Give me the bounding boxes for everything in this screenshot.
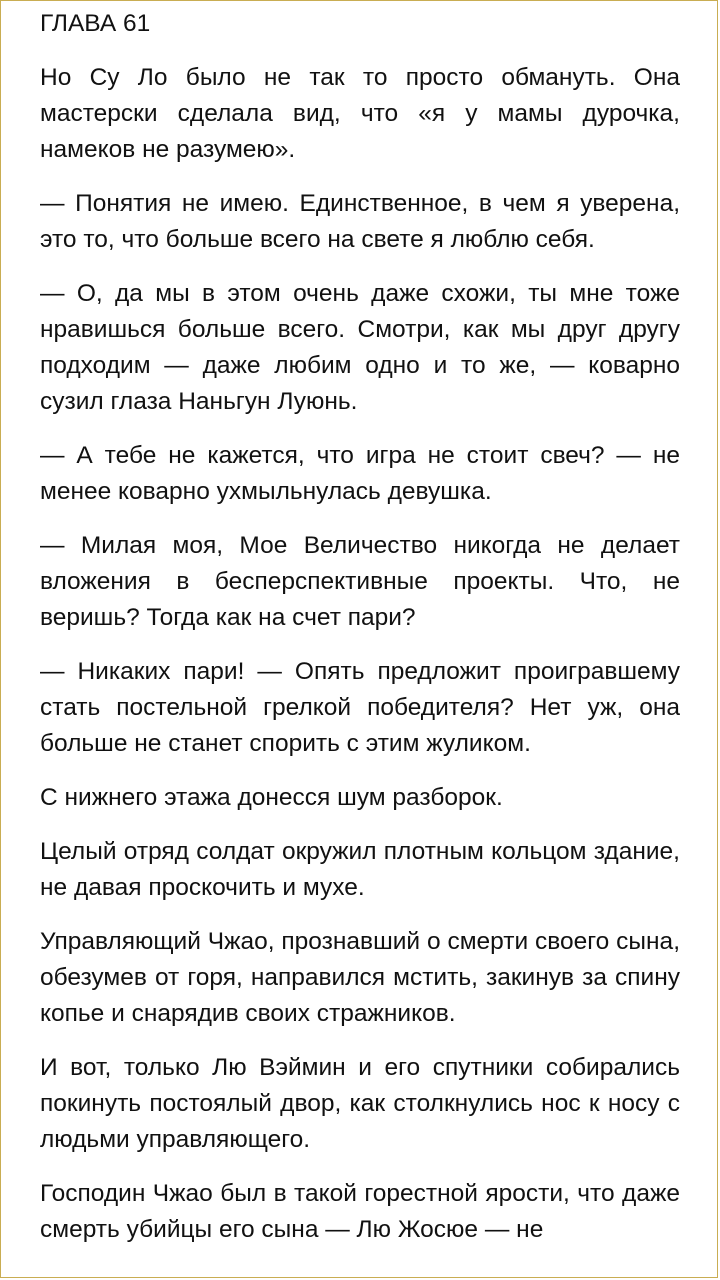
reader-page[interactable] <box>40 6 680 1266</box>
paragraph-2: — Понятия не имею. Единственное, в чем я уверена, это то, что больше всего на свете я люблю себя. <box>40 190 680 253</box>
paragraph-9: Управляющий Чжао, прознавший о смерти своего сына, обезумев от горя, направился мстить, закинув за спину копье и снарядив своих стражников. <box>40 928 680 1027</box>
paragraph-1: Но Су Ло было не так то просто обмануть. Она мастерски сделала вид, что «я у мамы дурочка, намеков не разумею». <box>40 64 680 163</box>
chapter-title: ГЛАВА 61 <box>40 10 151 37</box>
paragraph-5: — Милая моя, Мое Величество никогда не делает вложения в бесперспективные проекты. Что, не веришь? Тогда как на счет пари? <box>40 532 680 631</box>
paragraph-6: — Никаких пари! — Опять предложит проигравшему стать постельной грелкой победителя? Нет уж, она больше не станет спорить с этим жуликом. <box>40 658 680 757</box>
paragraph-4: — А тебе не кажется, что игра не стоит свеч? — не менее коварно ухмыльнулась девушка. <box>40 442 680 505</box>
paragraph-10: И вот, только Лю Вэймин и его спутники собирались покинуть постоялый двор, как столкнулись нос к носу с людьми управляющего. <box>40 1054 680 1153</box>
paragraph-7: С нижнего этажа донесся шум разборок. <box>40 784 503 811</box>
paragraph-11: Господин Чжао был в такой горестной ярости, что даже смерть убийцы его сына — Лю Жосюе — не <box>40 1180 680 1243</box>
paragraph-3: — О, да мы в этом очень даже схожи, ты мне тоже нравишься больше всего. Смотри, как мы друг другу подходим — даже любим одно и то же, — коварно сузил глаза Наньгун Луюнь. <box>40 280 680 415</box>
paragraph-8: Целый отряд солдат окружил плотным кольцом здание, не давая проскочить и мухе. <box>40 838 680 901</box>
